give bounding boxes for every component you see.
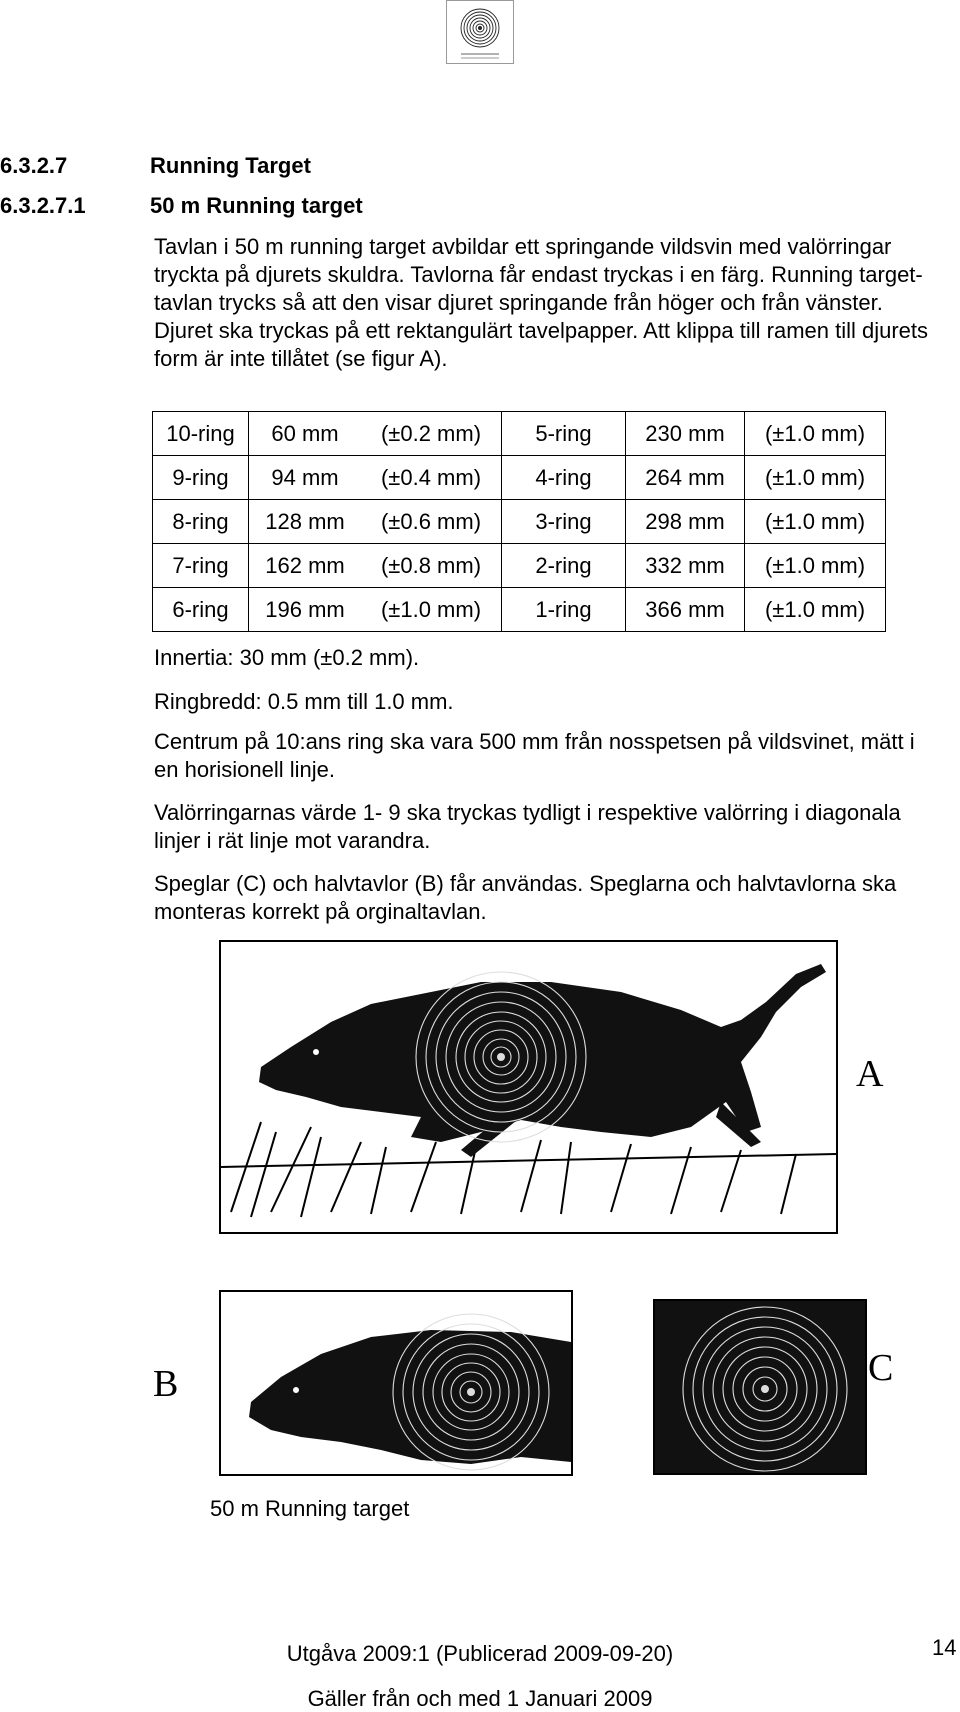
table-row [153,456,886,500]
half-target-icon [219,1290,573,1476]
section-number: 6.3.2.7 [0,153,68,178]
valor-paragraph: Valörringarnas värde 1- 9 ska tryckas tydligt i respektive valörring i diagonala linjer i rät linje mot varandra. [154,800,901,853]
table-cell: 230 mm [626,412,745,456]
table-cell: (±1.0 mm) [361,588,502,632]
table-cell: 94 mm [249,456,362,500]
table-cell: 4-ring [502,456,626,500]
table-cell: 366 mm [626,588,745,632]
table-row [153,500,886,544]
table-cell: 8-ring [153,500,249,544]
table-cell: 3-ring [502,500,626,544]
table-row [153,544,886,588]
centrum-paragraph: Centrum på 10:ans ring ska vara 500 mm från nosspetsen på vildsvinet, mätt i en horisionell linje. [154,729,915,782]
intro-paragraph: Tavlan i 50 m running target avbildar ett springande vildsvin med valörringar tryckta på djurets skuldra. Tavlorna får endast tryckas i en färg. Running target-tavlan trycks så att den visar djuret springande från höger och från vänster. Djuret ska tryckas på ett rektangulärt tavelpapper. Att klippa till ramen till djurets form är inte tillåtet (se figur A). [154,234,929,371]
table-cell: 128 mm [249,500,362,544]
table-cell: 9-ring [153,456,249,500]
table-cell: (±0.4 mm) [361,456,502,500]
table-cell: 2-ring [502,544,626,588]
speglar-paragraph: Speglar (C) och halvtavlor (B) får användas. Speglarna och halvtavlorna ska monteras korrekt på orginaltavlan. [154,871,897,924]
table-cell: (±1.0 mm) [745,544,886,588]
table-cell: 7-ring [153,544,249,588]
table-cell: 6-ring [153,588,249,632]
table-cell: 298 mm [626,500,745,544]
table-row [153,412,886,456]
subsection-number: 6.3.2.7.1 [0,193,86,218]
table-cell: 162 mm [249,544,362,588]
figure-label-a: A [856,1053,884,1095]
ring-dimensions-table [152,411,886,632]
page-number: 14 [932,1635,957,1660]
table-cell: (±0.2 mm) [361,412,502,456]
footer-valid-from: Gäller från och med 1 Januari 2009 [307,1686,653,1711]
table-cell: 196 mm [249,588,362,632]
table-row [153,588,886,632]
section-heading-running-target [0,152,600,180]
table-cell: (±1.0 mm) [745,500,886,544]
figure-caption: 50 m Running target [210,1496,410,1521]
table-cell: (±0.8 mm) [361,544,502,588]
running-target-logo-icon [446,0,514,64]
table-cell: (±1.0 mm) [745,456,886,500]
section-title: Running Target [150,153,311,178]
table-cell: 10-ring [153,412,249,456]
footer-edition: Utgåva 2009:1 (Publicerad 2009-09-20) [286,1641,674,1666]
ringbredd-text: Ringbredd: 0.5 mm till 1.0 mm. [154,689,454,714]
table-cell: 1-ring [502,588,626,632]
table-cell: (±0.6 mm) [361,500,502,544]
running-boar-target-icon [219,940,838,1234]
figure-label-c: C [868,1347,894,1389]
table-cell: 264 mm [626,456,745,500]
figure-label-b: B [153,1363,179,1405]
table-cell: 5-ring [502,412,626,456]
table-cell: 60 mm [249,412,362,456]
table-cell: (±1.0 mm) [745,412,886,456]
subsection-title: 50 m Running target [150,193,363,218]
mirror-target-icon [653,1299,867,1475]
innertia-text: Innertia: 30 mm (±0.2 mm). [154,645,420,670]
table-cell: 332 mm [626,544,745,588]
table-cell: (±1.0 mm) [745,588,886,632]
section-heading-50m [0,192,600,220]
